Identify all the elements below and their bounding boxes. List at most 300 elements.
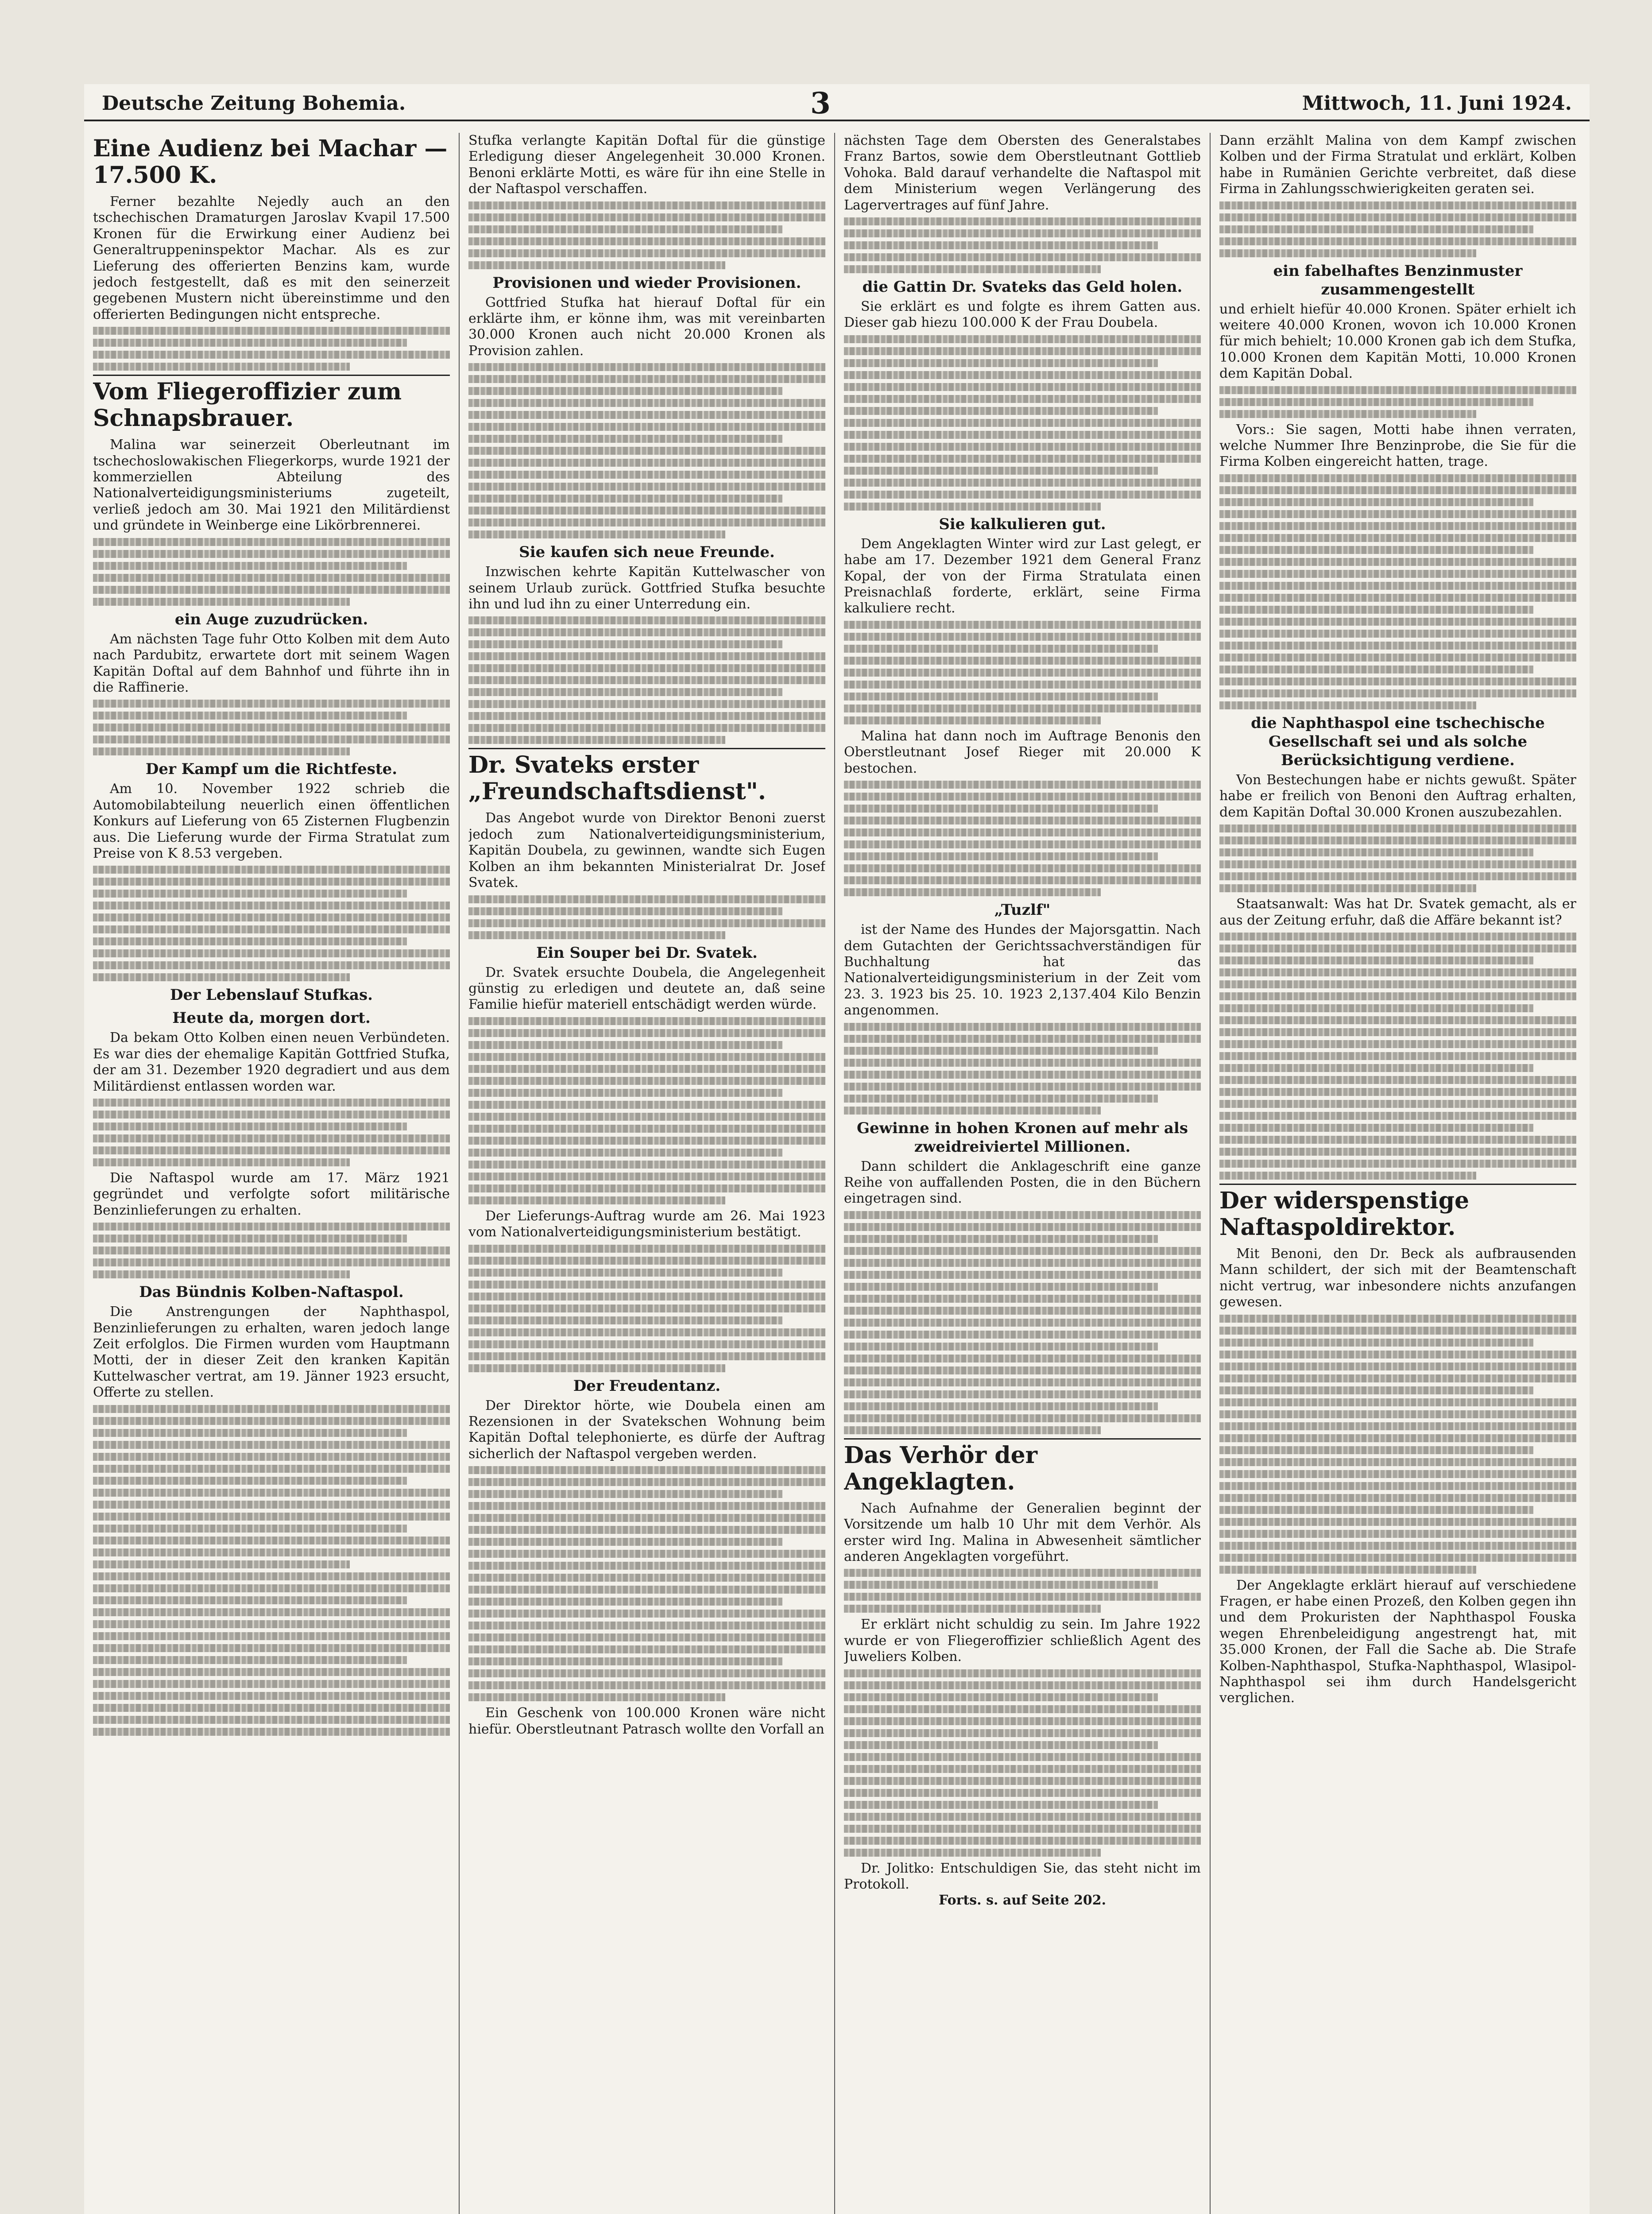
text-line <box>93 363 350 371</box>
text-line <box>468 1669 825 1677</box>
text-line <box>93 351 450 359</box>
subheading: Sie kaufen sich neue Freunde. <box>519 543 775 561</box>
column-3 <box>844 133 1201 2214</box>
text-line <box>1219 1112 1576 1120</box>
text-line <box>844 716 1101 724</box>
text-line <box>93 735 450 743</box>
text-line <box>1219 201 1576 209</box>
text-line <box>468 1328 825 1336</box>
article-paragraph: Da bekam Otto Kolben einen neuen Verbündeten. Es war dies der ehemalige Kapitän Gottfried Stufka, der am 31. Dezember 1920 degradiert und aus dem Militärdienst entlassen worden war. <box>93 1030 450 1094</box>
text-line <box>468 712 825 720</box>
text-line <box>93 1465 450 1473</box>
text-line <box>468 1137 825 1145</box>
subheading: Der Freudentanz. <box>573 1377 721 1395</box>
article-paragraph: Stufka verlangte Kapitän Doftal für die günstige Erledigung dieser Angelegenheit 30.000 Kronen. Benoni erklärte Motti, es wäre für ihn eine Stelle in der Naftaspol verschaffen. <box>468 133 825 197</box>
text-line <box>468 1693 725 1701</box>
text-line <box>1219 249 1476 257</box>
text-line <box>93 550 450 558</box>
text-line <box>468 363 825 371</box>
text-line <box>844 503 1101 511</box>
text-line <box>844 1837 1201 1845</box>
text-line <box>844 1223 1201 1231</box>
text-line <box>93 890 407 898</box>
text-line <box>93 1632 450 1640</box>
text-line <box>93 1680 450 1688</box>
text-line <box>1219 1458 1576 1466</box>
article-paragraph: ist der Name des Hundes der Majorsgattin. Nach dem Gutachten der Gerichtssachverständigen für Buchhaltung hat das Nationalverteidigungsministerium in der Zeit vom 23. 3. 1923 bis 25. 10. 1923 2,137.404 Kilo Benzin angenommen. <box>844 922 1201 1018</box>
text-line <box>468 1574 825 1582</box>
subheading: Provisionen und wieder Provisionen. <box>492 274 801 292</box>
text-line <box>468 411 825 419</box>
text-line <box>844 817 1201 824</box>
text-line <box>93 866 450 874</box>
text-line <box>844 479 1201 487</box>
text-line <box>468 1514 825 1522</box>
text-line <box>93 1572 450 1580</box>
article-paragraph: Mit Benoni, den Dr. Beck als aufbrausenden Mann schildert, der sich mit der Beamtenschaft nicht vertrug, war inbesondere nichts anzufangen gewesen. <box>1219 1246 1576 1310</box>
text-line <box>1219 689 1576 697</box>
text-line <box>844 1426 1101 1434</box>
text-line <box>1219 992 1576 1000</box>
text-line <box>468 435 782 443</box>
text-line <box>93 724 450 732</box>
text-line <box>93 1489 450 1497</box>
text-line <box>93 913 450 921</box>
text-line <box>1219 1494 1576 1502</box>
text-line <box>468 1065 825 1073</box>
text-line <box>1219 1327 1576 1335</box>
text-line <box>844 1569 1201 1577</box>
text-line <box>468 495 782 503</box>
text-line <box>1219 642 1576 650</box>
text-line <box>468 1089 782 1097</box>
article-paragraph: und erhielt hiefür 40.000 Kronen. Später erhielt ich weitere 40.000 Kronen, wovon ich 10.000 Kronen für mich behielt; 10.000 Kronen gab ich dem Stufka, 10.000 Kronen dem Kapitän Motti, 10.000 Kronen dem Kapitän Dobal. <box>1219 301 1576 382</box>
text-line <box>844 419 1201 427</box>
article-paragraph: Das Angebot wurde von Direktor Benoni zuerst jedoch zum Nationalverteidigungsministerium, Kapitän Doubela, zu gewinnen, wandte sich Eugen Kolben an ihm bekannten Ministerialrat Dr. Josef Svatek. <box>468 810 825 891</box>
text-line <box>1219 1374 1576 1382</box>
text-line <box>468 676 825 684</box>
text-line <box>844 1295 1201 1303</box>
text-line <box>468 261 725 269</box>
text-line <box>468 1550 825 1558</box>
text-line <box>468 1029 825 1037</box>
text-line <box>468 1364 725 1372</box>
text-line <box>844 359 1158 367</box>
text-line <box>844 1259 1201 1267</box>
text-line <box>468 1645 825 1653</box>
text-line <box>1219 1315 1576 1323</box>
text-line <box>1219 944 1576 952</box>
article-paragraph: Die Anstrengungen der Naphthaspol, Benzinlieferungen zu erhalten, waren jedoch lange Zeit erfolglos. Die Firmen wurden vom Hauptmann Motti, der in dieser Zeit den kranken Kapitän Kuttelwascher vertrat, am 19. Jänner 1923 ersucht, Offerte zu stellen. <box>93 1304 450 1401</box>
text-line <box>93 1405 450 1413</box>
text-line <box>468 483 825 491</box>
text-line <box>1219 1482 1576 1490</box>
text-line <box>1219 824 1576 832</box>
text-line <box>844 621 1201 629</box>
text-line <box>93 1668 450 1676</box>
text-line <box>844 371 1201 379</box>
text-line <box>1219 1386 1533 1394</box>
subheading: ein Auge zuzudrücken. <box>174 610 368 628</box>
text-line <box>93 949 450 957</box>
text-line <box>844 852 1158 860</box>
text-line <box>468 1149 782 1157</box>
headline-flieger: Vom Fliegeroffizier zum Schnapsbrauer. <box>93 375 450 432</box>
text-line <box>93 1429 407 1437</box>
text-line <box>1219 386 1576 394</box>
text-line <box>1219 1100 1576 1108</box>
text-line <box>844 1777 1201 1785</box>
subheading: Ein Souper bei Dr. Svatek. <box>536 944 758 962</box>
text-line <box>1219 1172 1476 1180</box>
text-line <box>468 507 825 515</box>
text-line <box>468 1101 825 1109</box>
text-line <box>93 1513 450 1521</box>
text-line <box>468 201 825 209</box>
text-line <box>844 1414 1201 1422</box>
article-paragraph: Dr. Svatek ersuchte Doubela, die Angelegenheit günstig zu erledigen und deutete an, daß seine Familie hiefür materiell entschädigt werden würde. <box>468 964 825 1013</box>
text-line <box>468 1173 825 1181</box>
text-line <box>1219 474 1576 482</box>
text-line <box>468 1610 825 1618</box>
subheading: die Gattin Dr. Svateks das Geld holen. <box>862 278 1183 296</box>
column-4 <box>1219 133 1576 2214</box>
text-line <box>844 1083 1201 1091</box>
article-paragraph: Vors.: Sie sagen, Motti habe ihnen verraten, welche Nummer Ihre Benzinprobe, die Sie für die Firma Kolben eingereicht hatten, trage. <box>1219 422 1576 470</box>
text-line <box>468 423 825 431</box>
subheading: Das Bündnis Kolben-Naftaspol. <box>139 1283 404 1301</box>
article-paragraph: Nach Aufnahme der Generalien beginnt der Vorsitzende um halb 10 Uhr mit dem Verhör. Als erster wird Ing. Malina in Abwesenheit sämtlicher anderen Angeklagten vorgeführt. <box>844 1500 1201 1564</box>
text-line <box>468 1196 725 1204</box>
text-line <box>844 1378 1201 1386</box>
text-line <box>844 1047 1158 1055</box>
text-line <box>1219 1339 1533 1347</box>
text-line <box>468 519 825 526</box>
column-divider <box>459 133 460 2214</box>
text-line <box>844 467 1158 475</box>
text-line <box>1219 1542 1576 1550</box>
text-line <box>844 1283 1158 1291</box>
text-line <box>93 902 450 910</box>
article-paragraph: Ein Geschenk von 100.000 Kronen wäre nicht hiefür. Oberstleutnant Patrasch wollte den Vorfall an <box>468 1705 825 1737</box>
text-line <box>468 1304 825 1312</box>
text-line <box>1219 618 1576 626</box>
text-line <box>1219 666 1533 673</box>
text-line <box>844 1581 1158 1589</box>
text-line <box>844 888 1101 896</box>
article-paragraph: Gottfried Stufka hat hierauf Doftal für ein erklärte ihm, er könne ihm, was mit vereinbarten 30.000 Kronen auch nicht 20.000 Kronen als Provision zahlen. <box>468 294 825 359</box>
text-line <box>844 241 1158 249</box>
text-line <box>468 1633 825 1641</box>
text-line <box>1219 1362 1576 1370</box>
text-line <box>93 1728 450 1736</box>
text-line <box>844 1390 1201 1398</box>
text-line <box>844 1271 1201 1279</box>
text-line <box>844 1789 1201 1797</box>
text-line <box>1219 1566 1476 1574</box>
headline-verhoer: Das Verhör der Angeklagten. <box>844 1438 1201 1495</box>
text-line <box>1219 594 1576 602</box>
text-line <box>468 688 782 696</box>
text-line <box>844 1681 1201 1689</box>
text-line <box>468 249 825 257</box>
text-line <box>844 805 1158 813</box>
text-line <box>844 383 1201 391</box>
text-line <box>844 1693 1158 1701</box>
text-line <box>844 781 1201 789</box>
text-line <box>93 1704 450 1712</box>
text-line <box>468 1245 825 1253</box>
column-divider <box>1210 133 1211 2214</box>
column-2 <box>468 133 825 2214</box>
text-line <box>1219 1028 1576 1036</box>
text-line <box>1219 1016 1576 1024</box>
text-line <box>468 1041 782 1049</box>
text-line <box>844 693 1158 701</box>
text-line <box>1219 701 1476 709</box>
text-line <box>1219 654 1576 662</box>
text-line <box>468 237 825 245</box>
article-paragraph: Dann erzählt Malina von dem Kampf zwischen Kolben und der Firma Stratulat und erklärt, Kolben habe in Rumänien Gerichte verbreitet, daß diese Firma in Zahlungsschwierigkeiten geraten sei. <box>1219 133 1576 197</box>
issue-date: Mittwoch, 11. Juni 1924. <box>1302 92 1572 115</box>
text-line <box>93 1099 450 1107</box>
text-line <box>93 973 350 981</box>
text-line <box>468 1340 825 1348</box>
article-paragraph: Am nächsten Tage fuhr Otto Kolben mit dem Auto nach Pardubitz, erwartete dort mit seinem Wagen Kapitän Doftal auf dem Bahnhof und führte ihn in die Raffinerie. <box>93 631 450 695</box>
text-line <box>468 1077 825 1085</box>
text-line <box>93 1235 407 1242</box>
text-line <box>844 1849 1101 1857</box>
text-line <box>844 793 1201 801</box>
text-line <box>468 1586 825 1594</box>
text-line <box>1219 980 1576 988</box>
text-line <box>93 937 407 945</box>
text-line <box>1219 884 1476 892</box>
text-line <box>1219 606 1533 614</box>
text-line <box>844 1319 1201 1327</box>
text-line <box>1219 1446 1533 1454</box>
text-line <box>844 1741 1158 1749</box>
text-line <box>844 645 1158 653</box>
text-line <box>844 1605 1101 1613</box>
text-line <box>844 1023 1201 1031</box>
text-line <box>468 1657 782 1665</box>
text-line <box>93 1453 450 1461</box>
text-line <box>844 1366 1201 1374</box>
text-line <box>468 375 825 383</box>
text-line <box>1219 410 1476 418</box>
text-line <box>1219 956 1533 964</box>
text-line <box>93 712 407 720</box>
text-line <box>844 1402 1158 1410</box>
subheading: „Tuzlf" <box>994 901 1051 919</box>
text-line <box>1219 1064 1533 1072</box>
text-line <box>93 1246 450 1254</box>
text-line <box>1219 1554 1576 1562</box>
text-line <box>1219 1088 1576 1096</box>
text-line <box>93 1716 450 1724</box>
text-line <box>1219 1052 1576 1060</box>
text-line <box>1219 1506 1533 1514</box>
text-line <box>93 538 450 546</box>
text-line <box>1219 1076 1576 1084</box>
text-line <box>844 1825 1201 1833</box>
text-line <box>468 664 825 672</box>
text-line <box>1219 546 1533 554</box>
text-line <box>1219 1136 1576 1144</box>
text-line <box>1219 677 1576 685</box>
text-line <box>1219 534 1576 542</box>
text-line <box>468 1269 782 1277</box>
text-line <box>844 1107 1101 1115</box>
article-paragraph: Inzwischen kehrte Kapitän Kuttelwascher von seinem Urlaub zurück. Gottfried Stufka besuchte ihn und lud ihn zu einer Unterredung ein. <box>468 564 825 612</box>
text-line <box>1219 872 1576 880</box>
text-line <box>93 747 350 755</box>
article-paragraph: Ferner bezahlte Nejedly auch an den tschechischen Dramaturgen Jaroslav Kvapil 17.500 Kronen für die Erwirkung einer Audienz bei Generaltruppeninspektor Machar. Als es zur Lieferung des offerierten Benzins kam, wurde jedoch festgestellt, daß es mit den seinerzeit gegebenen Mustern nicht übereinstimme und den offerierten Bedingungen nicht entspreche. <box>93 194 450 322</box>
text-line <box>844 1593 1201 1601</box>
text-line <box>844 1071 1201 1079</box>
text-line <box>468 919 825 927</box>
newspaper-page <box>84 84 1590 2214</box>
text-line <box>468 724 825 732</box>
text-line <box>468 1161 825 1169</box>
article-paragraph: Am 10. November 1922 schrieb die Automobilabteilung neuerlich einen öffentlichen Konkurs auf Lieferung von 65 Zisternen Flugbenzin aus. Die Lieferung wurde der Firma Stratulat zum Preise von K 8.53 vergeben. <box>93 781 450 861</box>
text-line <box>844 1035 1201 1043</box>
text-line <box>468 931 725 939</box>
text-line <box>844 633 1201 641</box>
text-line <box>1219 1040 1576 1048</box>
text-line <box>1219 582 1576 590</box>
text-line <box>1219 498 1533 506</box>
text-line <box>468 1125 825 1133</box>
text-line <box>468 459 825 467</box>
text-line <box>1219 1124 1533 1132</box>
text-line <box>93 1501 450 1509</box>
text-line <box>844 1801 1158 1809</box>
text-line <box>468 1053 825 1061</box>
text-line <box>468 1017 825 1025</box>
article-paragraph: nächsten Tage dem Obersten des Generalstabes Franz Bartos, sowie dem Oberstleutnant Gottlieb Vohoka. Bald darauf verhandelte die Naftaspol mit dem Ministerium wegen Verlängerung des Lagervertrages auf fünf Jahre. <box>844 133 1201 213</box>
text-line <box>468 700 825 708</box>
text-line <box>93 1134 450 1142</box>
text-line <box>844 1813 1201 1821</box>
headline-audienz: Eine Audienz bei Machar — 17.500 K. <box>93 135 448 189</box>
text-line <box>93 1596 407 1604</box>
text-line <box>1219 933 1576 941</box>
text-line <box>844 265 1101 273</box>
text-line <box>93 1537 450 1544</box>
headline-svatek: Dr. Svateks erster „Freundschaftsdienst". <box>468 748 825 805</box>
text-line <box>844 229 1201 237</box>
text-line <box>468 1113 825 1121</box>
text-line <box>1219 1434 1576 1442</box>
article-paragraph: Der Lieferungs-Auftrag wurde am 26. Mai 1923 vom Nationalverteidigungsministerium bestätigt. <box>468 1208 825 1240</box>
text-line <box>844 864 1201 872</box>
text-line <box>1219 1351 1576 1359</box>
text-line <box>1219 486 1576 494</box>
column-divider <box>834 133 835 2214</box>
article-paragraph: Malina war seinerzeit Oberleutnant im tschechoslowakischen Fliegerkorps, wurde 1921 der kommerziellen Abteilung des Nationalverteidigungsministeriums zugeteilt, verließ jedoch am 30. Mai 1921 den Militärdienst und gründete in Weinberge eine Likörbrennerei. <box>93 437 450 534</box>
text-line <box>468 736 725 744</box>
text-line <box>468 640 782 648</box>
subheading: Gewinne in hohen Kronen auf mehr als zweidreiviertel Millionen. <box>857 1119 1188 1156</box>
text-line <box>1219 1518 1576 1526</box>
text-line <box>1219 630 1576 638</box>
text-line <box>468 652 825 660</box>
article-paragraph: Dem Angeklagten Winter wird zur Last gelegt, er habe am 17. Dezember 1921 dem General Franz Kopal, der von der Firma Stratulata einen Preisnachlaß forderte, erklärt, seine Firma kalkuliere recht. <box>844 536 1201 616</box>
text-line <box>468 225 782 233</box>
text-line <box>1219 558 1576 566</box>
subheading: Sie kalkulieren gut. <box>939 515 1106 533</box>
text-line <box>844 253 1201 261</box>
article-paragraph: Malina hat dann noch im Auftrage Benonis den Oberstleutnant Josef Rieger mit 20.000 K bestochen. <box>844 728 1201 776</box>
text-line <box>93 1158 350 1166</box>
text-line <box>468 1478 825 1486</box>
text-line <box>468 1526 825 1534</box>
text-line <box>93 1417 450 1425</box>
text-line <box>468 1316 782 1324</box>
text-line <box>844 1059 1201 1067</box>
text-line <box>93 598 350 606</box>
text-line <box>468 1352 825 1360</box>
text-line <box>93 961 450 969</box>
article-paragraph: Von Bestechungen habe er nichts gewußt. Später habe er freilich von Benoni den Auftrag erhalten, dem Kapitän Doftal 30.000 Kronen auszubezahlen. <box>1219 772 1576 820</box>
text-line <box>1219 1148 1576 1156</box>
text-line <box>1219 836 1576 844</box>
text-line <box>844 669 1201 677</box>
text-line <box>1219 848 1533 856</box>
text-line <box>93 1146 450 1154</box>
text-line <box>844 491 1201 499</box>
article-paragraph: Der Angeklagte erklärt hierauf auf verschiedene Fragen, er habe einen Prozeß, den Kolben gegen ihn und dem Prokuristen der Naphthaspol Fouska wegen Ehrenbeleidigung angestrengt hat, mit 35.000 Kronen, der Fall die Sache ab. Die Strafe Kolben-Naphthaspol, Stufka-Naphthaspol, Wlasipol-Naphthaspol sei ihm durch Handelsgericht verglichen. <box>1219 1577 1576 1706</box>
text-line <box>1219 860 1576 868</box>
text-line <box>468 1681 825 1689</box>
text-line <box>468 1502 825 1510</box>
text-line <box>844 443 1201 451</box>
subheading: die Naphthaspol eine tschechische Gesellschaft sei und als solche Berücksichtigung verdiene. <box>1251 714 1545 769</box>
text-line <box>93 1560 350 1568</box>
text-line <box>468 895 825 903</box>
text-line <box>468 1538 782 1546</box>
text-line <box>468 399 825 407</box>
text-line <box>844 1753 1201 1761</box>
text-line <box>93 586 450 594</box>
text-line <box>844 1343 1158 1351</box>
text-line <box>93 1620 450 1628</box>
page-header <box>84 84 1590 121</box>
subheading: Der Lebenslauf Stufkas. <box>170 986 373 1004</box>
text-line <box>844 681 1201 689</box>
text-line <box>1219 1422 1576 1430</box>
text-line <box>1219 968 1576 976</box>
text-line <box>93 1223 450 1231</box>
subheading: Der Kampf um die Richtfeste. <box>145 760 398 778</box>
text-line <box>468 1598 782 1606</box>
text-line <box>93 339 407 347</box>
text-line <box>468 1293 825 1301</box>
text-line <box>844 1247 1201 1255</box>
article-paragraph: Die Naftaspol wurde am 17. März 1921 gegründet und verfolgte sofort militärische Benzinlieferungen zu erhalten. <box>93 1170 450 1218</box>
text-line <box>93 1656 407 1664</box>
text-line <box>844 1235 1158 1243</box>
text-line <box>468 1281 825 1289</box>
text-line <box>468 907 782 915</box>
article-paragraph: Dann schildert die Anklageschrift eine ganze Reihe von auffallenden Posten, die in den Büchern eingetragen sind. <box>844 1158 1201 1207</box>
text-line <box>93 1525 407 1533</box>
text-line <box>93 1548 450 1556</box>
text-line <box>93 1584 450 1592</box>
text-line <box>844 1095 1158 1103</box>
